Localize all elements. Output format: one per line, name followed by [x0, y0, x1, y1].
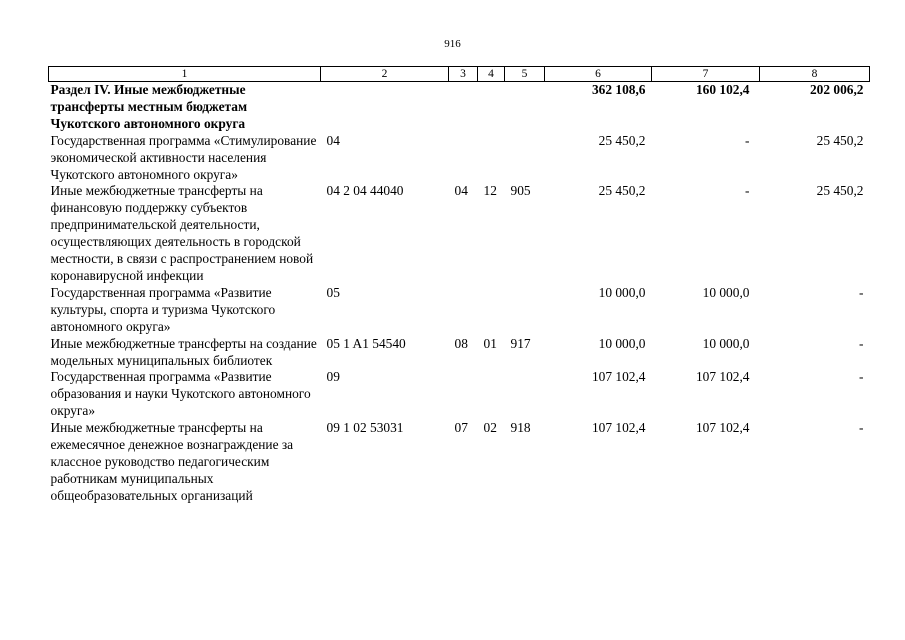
row-fed: 10 000,0	[702, 335, 750, 351]
column-header-5: 5	[505, 67, 545, 82]
row-csr: 09 1 02 53031	[326, 420, 404, 436]
column-header-1: 1	[49, 67, 321, 82]
row-csr: 04	[326, 132, 340, 148]
row-reg: 25 450,2	[816, 183, 864, 199]
table-row	[49, 133, 870, 184]
row-pr	[478, 133, 505, 184]
row-reg: -	[859, 335, 864, 351]
row-grbs	[505, 369, 545, 420]
row-grbs: 917	[510, 335, 531, 351]
row-total: 25 450,2	[598, 183, 646, 199]
table-row	[49, 369, 870, 420]
row-pr	[478, 82, 505, 133]
row-name: Иные межбюджетные трансферты на финансовую поддержку субъектов предпринимательской деятельности, осуществляющих деятельность в городской местности, в связи с распространением новой коронавирусной инфекции	[50, 183, 314, 283]
row-name: Государственная программа «Развитие образования и науки Чукотского автономного округа»	[50, 369, 311, 419]
row-fed: 160 102,4	[695, 82, 750, 97]
row-total: 362 108,6	[591, 82, 646, 97]
row-reg: -	[859, 284, 864, 300]
row-total: 107 102,4	[591, 420, 646, 436]
row-reg: 25 450,2	[816, 132, 864, 148]
row-grbs: 918	[510, 420, 531, 436]
row-grbs	[505, 285, 545, 336]
table-row	[49, 183, 870, 284]
row-name: Иные межбюджетные трансферты на ежемесячное денежное вознаграждение за классное руководство педагогическим работникам муниципальных общеобразовательных организаций	[50, 420, 294, 503]
row-csr: 05 1 A1 54540	[326, 335, 406, 351]
row-reg: -	[859, 420, 864, 436]
row-name: Иные межбюджетные трансферты на создание модельных муниципальных библиотек	[50, 335, 317, 368]
row-rz: 08	[454, 335, 468, 351]
row-csr: 09	[326, 369, 340, 385]
row-rz: 07	[454, 420, 468, 436]
row-csr: 04 2 04 44040	[326, 183, 404, 199]
row-reg: -	[859, 369, 864, 385]
row-total: 25 450,2	[598, 132, 646, 148]
row-rz	[449, 285, 478, 336]
row-pr	[478, 285, 505, 336]
row-grbs	[505, 82, 545, 133]
row-reg: 202 006,2	[809, 82, 864, 97]
row-total: 107 102,4	[591, 369, 646, 385]
row-csr	[321, 82, 449, 133]
row-rz	[449, 133, 478, 184]
row-name: Раздел IV. Иные межбюджетные трансферты местным бюджетам Чукотского автономного округа	[50, 82, 248, 131]
column-header-2: 2	[321, 67, 449, 82]
column-header-8: 8	[760, 67, 870, 82]
row-rz: 04	[454, 183, 468, 199]
table-row	[49, 285, 870, 336]
row-pr	[478, 369, 505, 420]
section-row	[49, 82, 870, 133]
column-number-row	[49, 67, 870, 82]
table-row	[49, 336, 870, 370]
row-fed: -	[745, 132, 750, 148]
row-pr: 01	[483, 335, 497, 351]
table-row	[49, 420, 870, 505]
row-rz	[449, 369, 478, 420]
row-fed: 107 102,4	[695, 369, 750, 385]
column-header-7: 7	[652, 67, 760, 82]
row-total: 10 000,0	[598, 284, 646, 300]
row-csr: 05	[326, 284, 340, 300]
row-name: Государственная программа «Стимулирование экономической активности населения Чукотского автономного округа»	[50, 132, 317, 182]
row-name: Государственная программа «Развитие культуры, спорта и туризма Чукотского автономного округа»	[50, 284, 276, 334]
row-rz	[449, 82, 478, 133]
row-pr: 12	[483, 183, 497, 199]
row-fed: -	[745, 183, 750, 199]
row-grbs: 905	[510, 183, 531, 199]
budget-table	[48, 66, 870, 505]
row-grbs	[505, 133, 545, 184]
row-pr: 02	[483, 420, 497, 436]
column-header-3: 3	[449, 67, 478, 82]
row-total: 10 000,0	[598, 335, 646, 351]
row-fed: 107 102,4	[695, 420, 750, 436]
column-header-6: 6	[545, 67, 652, 82]
column-header-4: 4	[478, 67, 505, 82]
row-fed: 10 000,0	[702, 284, 750, 300]
page-number: 916	[444, 38, 461, 50]
